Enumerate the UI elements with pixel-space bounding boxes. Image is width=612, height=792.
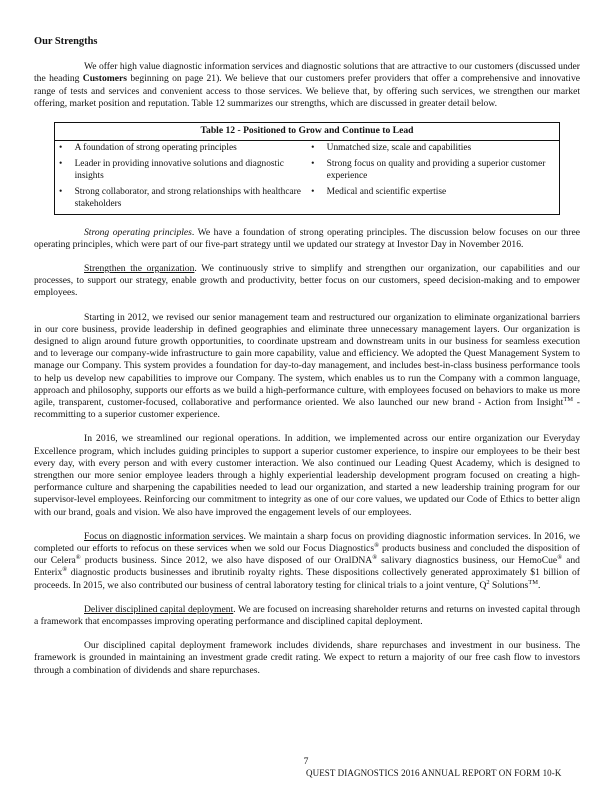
paragraph-2016: In 2016, we streamlined our regional operations. In addition, we implemented across our entire organization our Everyday Excellence program, which includes guiding principles to support a superior customer experience, to inspire our employees to be their best every day, with every person and with every customer interaction. We also continued our Leading Quest Academy, which is designed to strengthen our more senior employee leaders through a highly experiential leadership development program focused on creating a high-performance culture and sharpening the capabilities needed to lead our organization, and started a new leadership training program for our supervisor-level employees. Reinforcing our commitment to integrity as one of our core values, we updated our Code of Ethics to better align with our brand, goals and vision. We also have improved the engagement levels of our employees. xyxy=(34,433,580,518)
table-cell: Unmatched size, scale and capabilities xyxy=(326,142,472,153)
document-page xyxy=(34,36,580,689)
table-cell: Medical and scientific expertise xyxy=(326,187,447,198)
intro-text-b: beginning on page 21). We believe that our customers prefer providers that offer a comprehensive and innovative range of tests and services and convenient access to those services. We believe that, by offering such services, we strengthen our market offering, market position and reputation. Table 12 summarizes our strengths, which are discussed in greater detail below. xyxy=(34,73,581,109)
table-row xyxy=(55,140,560,157)
intro-text-a: We offer high value diagnostic information services and diagnostic solutions that are attractive to our customers (discussed under the heading xyxy=(34,61,580,85)
framework-paragraph: Our disciplined capital deployment framework includes dividends, share repurchases and investment in our business. The framework is grounded in maintaining an investment grade credit rating. We expect to return a majority of our free cash flow to investors through a combination of dividends and share repurchases. xyxy=(34,640,580,676)
bullet-icon: • xyxy=(311,187,315,198)
trademark-mark: TM xyxy=(563,395,574,403)
superscript-two: 2 xyxy=(486,578,490,586)
focus-text-c: products business. Since 2012, we also have disposed of our OralDNA xyxy=(80,555,373,567)
focus-text-g: Solutions xyxy=(489,579,529,591)
registered-mark: ® xyxy=(372,554,378,562)
focus-label: Focus on diagnostic information services xyxy=(84,530,244,542)
bullet-icon: • xyxy=(311,142,315,153)
table-cell: Strong focus on quality and providing a superior customer experience xyxy=(326,159,546,181)
table-cell: A foundation of strong operating principles xyxy=(74,142,237,153)
capital-paragraph xyxy=(34,604,580,628)
table-row xyxy=(55,157,560,185)
principles-label: Strong operating principles xyxy=(84,226,192,238)
organization-paragraph xyxy=(34,263,580,300)
focus-text-b: products business and concluded the disposition of our Celera xyxy=(34,543,580,567)
focus-text-d: salivary diagnostics business, our HemoCue xyxy=(377,555,558,567)
bullet-icon: • xyxy=(59,159,63,170)
bullet-icon: • xyxy=(311,159,315,170)
focus-text-a: . We maintain a sharp focus on providing diagnostic information services. In 2016, we completed our efforts to refocus on these services when we sold our Focus Diagnostics xyxy=(34,530,580,555)
table-row xyxy=(55,185,560,214)
principles-text: . We have a foundation of strong operating principles. The discussion below focuses on our three operating principles, which were part of our five-part strategy until we updated our strategy at Investor Day in November 2016. xyxy=(34,226,580,250)
registered-mark: ® xyxy=(374,541,380,549)
focus-text-end: . xyxy=(538,579,541,591)
organization-text: . We continuously strive to simplify and strengthen our organization, our capabilities and our processes, to support our strategy, enable growth and productivity, better focus on our customers, speed decision-making and to empower employees. xyxy=(34,262,580,299)
registered-mark: ® xyxy=(557,554,563,562)
report-footer: QUEST DIAGNOSTICS 2016 ANNUAL REPORT ON FORM 10-K xyxy=(306,768,562,778)
capital-label: Deliver disciplined capital deployment xyxy=(84,603,234,615)
organization-label: Strengthen the organization xyxy=(84,262,195,274)
intro-paragraph xyxy=(34,61,580,110)
table-title: Table 12 - Positioned to Grow and Continue to Lead xyxy=(55,123,560,141)
paragraph-2012-text: Starting in 2012, we revised our senior management team and restructured our organization to eliminate organizational barriers in our core business, provide leadership in defined geographies and eliminate three unnecessary management layers. Our organization is designed to align around future growth opportunities, to coordinate upstream and downstream units in our business for seamless execution and to leverage our company-wide infrastructure to gain more capability, value and efficiency. We adopted the Quest Management System to manage our Company. This system provides a foundation for day-to-day management, and includes best-in-class business performance tools to help us develop new capabilities to improve our Company. The system, which enables us to run the Company with a common language, approach and philosophy, supports our efforts as we build a high-performance culture, with employees focused on behaviors to make us more agile, transparent, customer-focused, collaborative and performance oriented. We also launched our new brand - Action from Insight xyxy=(34,311,580,409)
focus-text-f: diagnostic products businesses and ibrutinib royalty rights. These dispositions collectively generated approximately $1 billion of proceeds. In 2015, we also contributed our business of central laboratory testing for clinical trials to a joint venture, Q xyxy=(34,567,580,591)
focus-text-e: and Enterix xyxy=(34,555,580,579)
registered-mark: ® xyxy=(75,554,81,562)
paragraph-2012 xyxy=(34,312,580,422)
customers-ref: Customers xyxy=(82,73,128,85)
strengths-table xyxy=(54,122,560,215)
page-number: 7 xyxy=(303,756,309,767)
bullet-icon: • xyxy=(59,187,63,198)
focus-paragraph xyxy=(34,531,580,592)
table-cell: Leader in providing innovative solutions and diagnostic insights xyxy=(74,159,284,181)
capital-text: . We are focused on increasing shareholder returns and returns on invested capital through a framework that encompasses improving operating performance and disciplined capital deployment. xyxy=(34,603,580,628)
principles-paragraph xyxy=(34,227,580,251)
trademark-mark: TM xyxy=(528,578,539,586)
paragraph-2012-end: - recommitting to a superior customer experience. xyxy=(34,397,580,421)
section-heading: Our Strengths xyxy=(34,36,98,47)
table-cell: Strong collaborator, and strong relationships with healthcare stakeholders xyxy=(74,187,301,209)
registered-mark: ® xyxy=(62,566,68,574)
bullet-icon: • xyxy=(59,142,63,153)
